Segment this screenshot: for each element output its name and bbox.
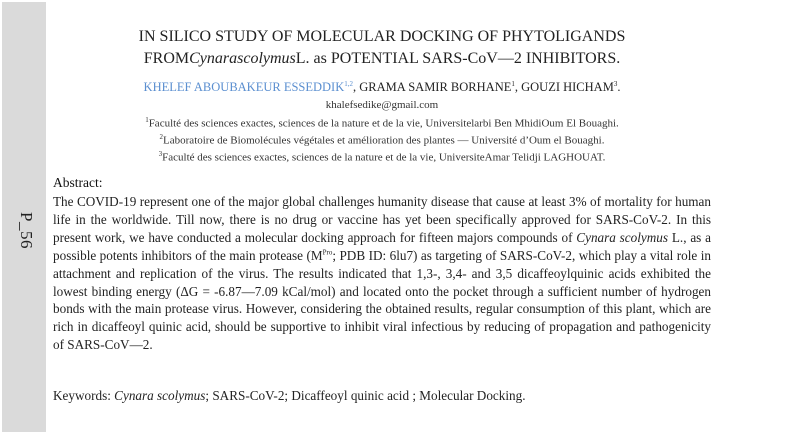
author-primary: KHELEF ABOUBAKEUR ESSEDDIK xyxy=(143,80,345,95)
affiliation-2 xyxy=(52,133,712,147)
keywords xyxy=(53,388,526,404)
affiliation-2-text: Laboratoire de Biomolécules végétales et amélioration des plantes — Université d’Oum el Bouaghi. xyxy=(163,134,605,147)
abstract-heading: Abstract: xyxy=(53,175,103,190)
page-label: P_56 xyxy=(17,212,36,249)
affiliation-3-text: Faculté des sciences exactes, sciences de la nature et de la vie, UniversiteAmar Telidji LAGHOUAT. xyxy=(162,151,606,164)
title-line-1: IN SILICO STUDY OF MOLECULAR DOCKING OF PHYTOLIGANDS xyxy=(138,28,626,45)
abstract-species: Cynara scolymus xyxy=(576,229,669,245)
abstract-part-3: ; PDB ID: 6lu7) as targeting of SARS-CoV-2, which play a vital role in attachment and replication of the virus. The results indicated that 1,3-, 3,4- and 3,5 dicaffeoylquinic acids exhibited the lowest binding energy (ΔG = -6.87—7.09 kCal/mol) and located onto the pocket through a sufficient number of hydrogen bonds with the main protease virus. However, considering the obtained results, regular consumption of this plant, which are rich in dicaffeoyl quinic acid, should be supportive to inhibit viral infectious by reducing of propagation and pathogenicity of SARS-CoV—2. xyxy=(53,247,711,353)
abstract-part-1: The COVID-19 represent one of the major global challenges humanity disease that cause at least 3% of mortality for human life in the worldwide. Till now, there is no drug or vaccine has yet been specifically approved for SARS-CoV-2. In this present work, we have conducted a molecular docking approach for fifteen majors compounds of xyxy=(53,194,711,245)
affiliation-1-sup: 1 xyxy=(145,116,149,124)
author-primary-sup: 1,2 xyxy=(344,80,353,88)
author-third-sup: 3 xyxy=(613,80,618,88)
abstract-part-2: L., as a possible potents inhibitors of the main protease (M xyxy=(53,229,711,263)
author-third: , GOUZI HICHAM xyxy=(514,80,614,95)
abstract-sup-pro: Pro xyxy=(322,248,333,257)
title-species: Cynarascolymus xyxy=(189,50,296,67)
affiliation-3 xyxy=(52,150,712,164)
affiliation-2-sup: 2 xyxy=(159,133,164,141)
title-line-2 xyxy=(52,48,712,70)
sidebar xyxy=(2,2,46,432)
authors xyxy=(52,80,712,95)
authors-end: . xyxy=(617,80,621,95)
affiliation-3-sup: 3 xyxy=(158,150,163,158)
author-second-sup: 1 xyxy=(511,80,515,88)
keywords-rest: ; SARS-CoV-2; Dicaffeoyl quinic acid ; Molecular Docking. xyxy=(205,388,526,403)
author-email: khalefsedike@gmail.com xyxy=(325,99,439,111)
abstract-body xyxy=(53,193,711,354)
title-line-2-a: FROM xyxy=(143,50,190,67)
keywords-species: Cynara scolymus xyxy=(114,388,206,403)
keywords-label: Keywords: xyxy=(53,388,115,403)
author-second: , GRAMA SAMIR BORHANE xyxy=(353,80,512,95)
affiliation-1 xyxy=(52,116,712,130)
title-line-2-b: L. as POTENTIAL SARS-CoV—2 INHIBITORS. xyxy=(295,50,621,67)
affiliation-1-text: Faculté des sciences exactes, sciences de la nature et de la vie, Universitelarbi Ben MhidiOum El Bouaghi. xyxy=(148,117,619,130)
